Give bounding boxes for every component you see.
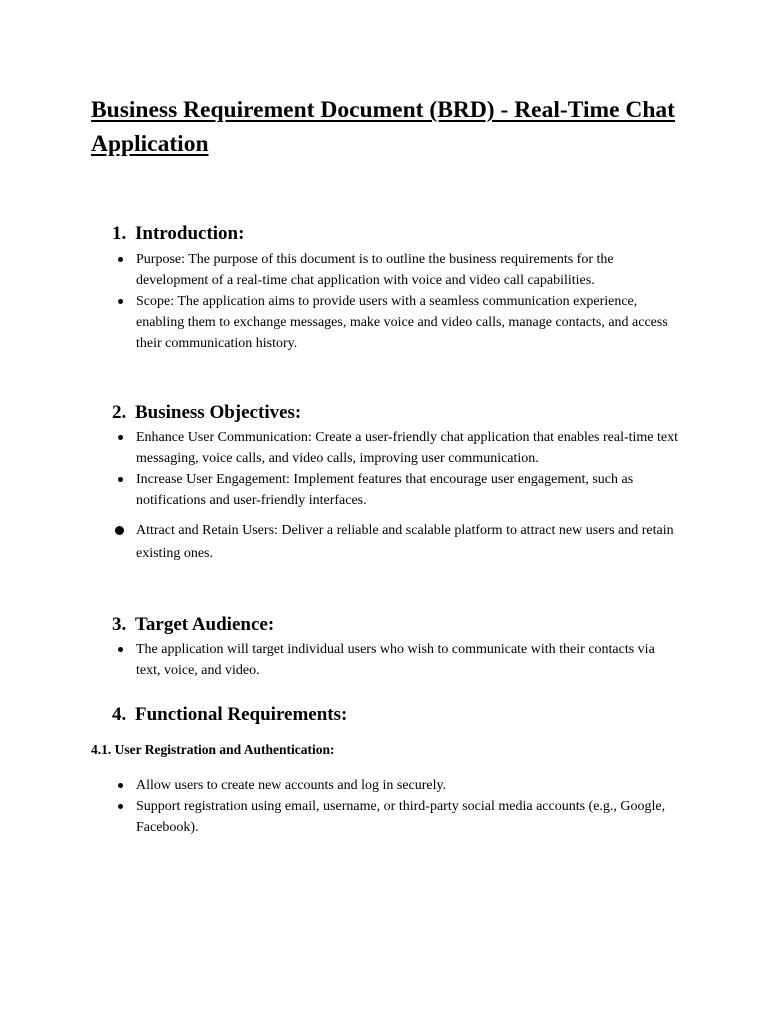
section-number: 2. <box>112 402 127 423</box>
list-item <box>136 291 681 354</box>
section-title: Introduction: <box>135 223 245 244</box>
section-title: Target Audience: <box>135 614 275 635</box>
list-item <box>136 796 681 838</box>
bullet-icon <box>118 804 123 809</box>
list-item <box>136 775 681 796</box>
section-number: 3. <box>112 614 127 635</box>
bullet-icon <box>118 257 123 262</box>
target-audience-bullet-list <box>136 639 681 681</box>
business-objectives-bullet-list <box>136 427 681 565</box>
list-item-text: Scope: The application aims to provide users with a seamless communication experience, enabling them to exchange messages, make voice and video calls, manage contacts, and access their communication history. <box>136 294 668 351</box>
list-item <box>136 639 681 681</box>
list-item <box>136 249 681 291</box>
section-heading-business-objectives <box>112 401 301 425</box>
bullet-icon <box>118 435 123 440</box>
list-item-text: Attract and Retain Users: Deliver a reliable and scalable platform to attract new users and retain existing ones. <box>136 523 674 561</box>
list-item-text: Support registration using email, username, or third-party social media accounts (e.g., Google, Facebook). <box>136 799 666 835</box>
bullet-icon <box>118 477 123 482</box>
section-number: 1. <box>112 223 127 244</box>
bullet-icon <box>118 647 123 652</box>
subsection-heading-user-registration: 4.1. User Registration and Authentication: <box>91 742 335 757</box>
bullet-icon <box>118 299 123 304</box>
list-item-text: Increase User Engagement: Implement features that encourage user engagement, such as notifications and user-friendly interfaces. <box>136 472 634 508</box>
user-registration-bullet-list <box>136 775 681 838</box>
list-item-text: Allow users to create new accounts and log in securely. <box>136 778 447 793</box>
section-heading-functional-requirements <box>112 703 347 727</box>
section-number: 4. <box>112 704 127 725</box>
section-title: Functional Requirements: <box>135 704 348 725</box>
introduction-bullet-list <box>136 249 681 354</box>
list-item-text: Enhance User Communication: Create a user-friendly chat application that enables real-time text messaging, voice calls, and video calls, improving user communication. <box>136 430 679 466</box>
list-item <box>136 427 681 469</box>
section-title: Business Objectives: <box>135 402 302 423</box>
section-heading-introduction <box>112 222 244 246</box>
list-item-text: Purpose: The purpose of this document is to outline the business requirements for the development of a real-time chat application with voice and video call capabilities. <box>136 252 614 288</box>
list-item <box>136 469 681 511</box>
bullet-icon <box>115 526 124 535</box>
list-item-text: The application will target individual users who wish to communicate with their contacts via text, voice, and video. <box>136 642 655 678</box>
section-heading-target-audience <box>112 613 274 637</box>
bullet-icon <box>118 783 123 788</box>
document-title: Business Requirement Document (BRD) - Real-Time Chat Application <box>91 97 675 157</box>
list-item <box>136 519 681 565</box>
